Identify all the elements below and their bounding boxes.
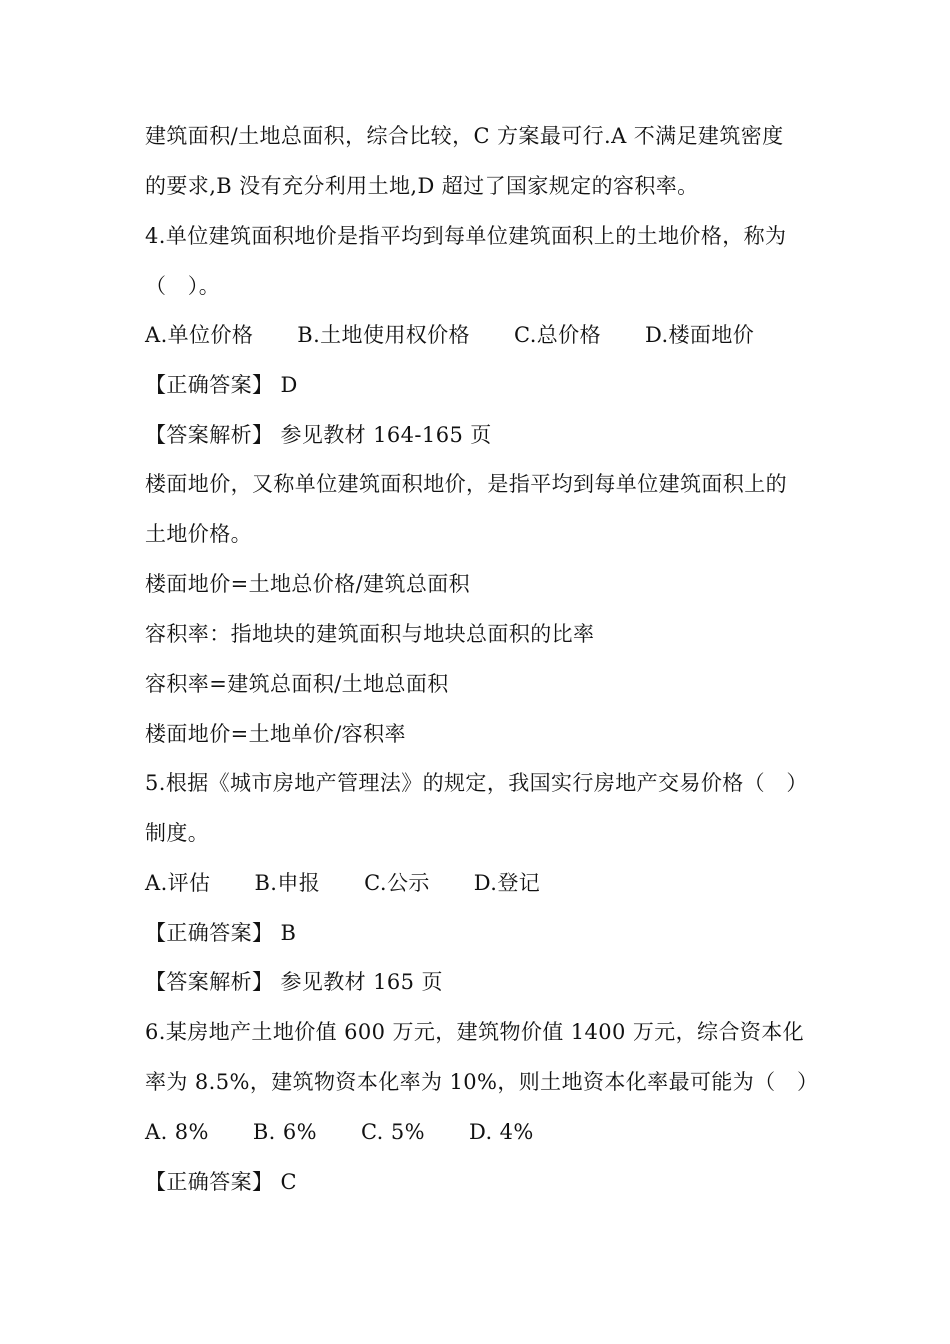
answer-explanation: 【答案解析】 参见教材 164-165 页: [145, 423, 492, 447]
option-b: B. 6%: [252, 1120, 317, 1144]
option-d: D. 4%: [468, 1120, 534, 1144]
question-5-options: [145, 869, 540, 897]
text-line: 的要求,B 没有充分利用土地,D 超过了国家规定的容积率。: [145, 174, 699, 198]
correct-answer: 【正确答案】 B: [145, 921, 297, 945]
correct-answer: 【正确答案】 D: [145, 373, 298, 397]
text-line: 建筑面积/土地总面积，综合比较，C 方案最可行.A 不满足建筑密度: [145, 124, 784, 148]
answer-explanation: 【答案解析】 参见教材 165 页: [145, 970, 443, 994]
question-6-options: [145, 1118, 534, 1146]
definition-line: 容积率：指地块的建筑面积与地块总面积的比率: [145, 622, 595, 646]
option-b: B.申报: [254, 871, 321, 895]
formula-line: 楼面地价=土地单价/容积率: [145, 722, 406, 746]
correct-answer: 【正确答案】 C: [145, 1170, 297, 1194]
option-b: B.土地使用权价格: [297, 323, 470, 347]
text-line: 楼面地价，又称单位建筑面积地价，是指平均到每单位建筑面积上的: [145, 472, 787, 496]
option-a: A. 8%: [145, 1120, 209, 1144]
option-c: C. 5%: [360, 1120, 425, 1144]
option-d: D.登记: [473, 871, 541, 895]
option-a: A.单位价格: [145, 323, 254, 347]
text-line: 制度。: [145, 821, 210, 845]
question-6-stem: 6.某房地产土地价值 600 万元，建筑物价值 1400 万元，综合资本化: [145, 1020, 805, 1044]
formula-line: 楼面地价=土地总价格/建筑总面积: [145, 572, 471, 596]
question-4-options: [145, 321, 754, 349]
option-c: C.公示: [364, 871, 430, 895]
question-4-stem: 4.单位建筑面积地价是指平均到每单位建筑面积上的土地价格，称为: [145, 224, 787, 248]
question-4-blank: （ ）。: [145, 274, 221, 298]
text-line: 率为 8.5%，建筑物资本化率为 10%，则土地资本化率最可能为（ ）: [145, 1070, 819, 1094]
option-c: C.总价格: [513, 323, 601, 347]
question-5-stem: 5.根据《城市房地产管理法》的规定，我国实行房地产交易价格（ ）: [145, 771, 808, 795]
text-line: 土地价格。: [145, 522, 252, 546]
option-a: A.评估: [145, 871, 211, 895]
formula-line: 容积率=建筑总面积/土地总面积: [145, 672, 449, 696]
option-d: D.楼面地价: [644, 323, 755, 347]
